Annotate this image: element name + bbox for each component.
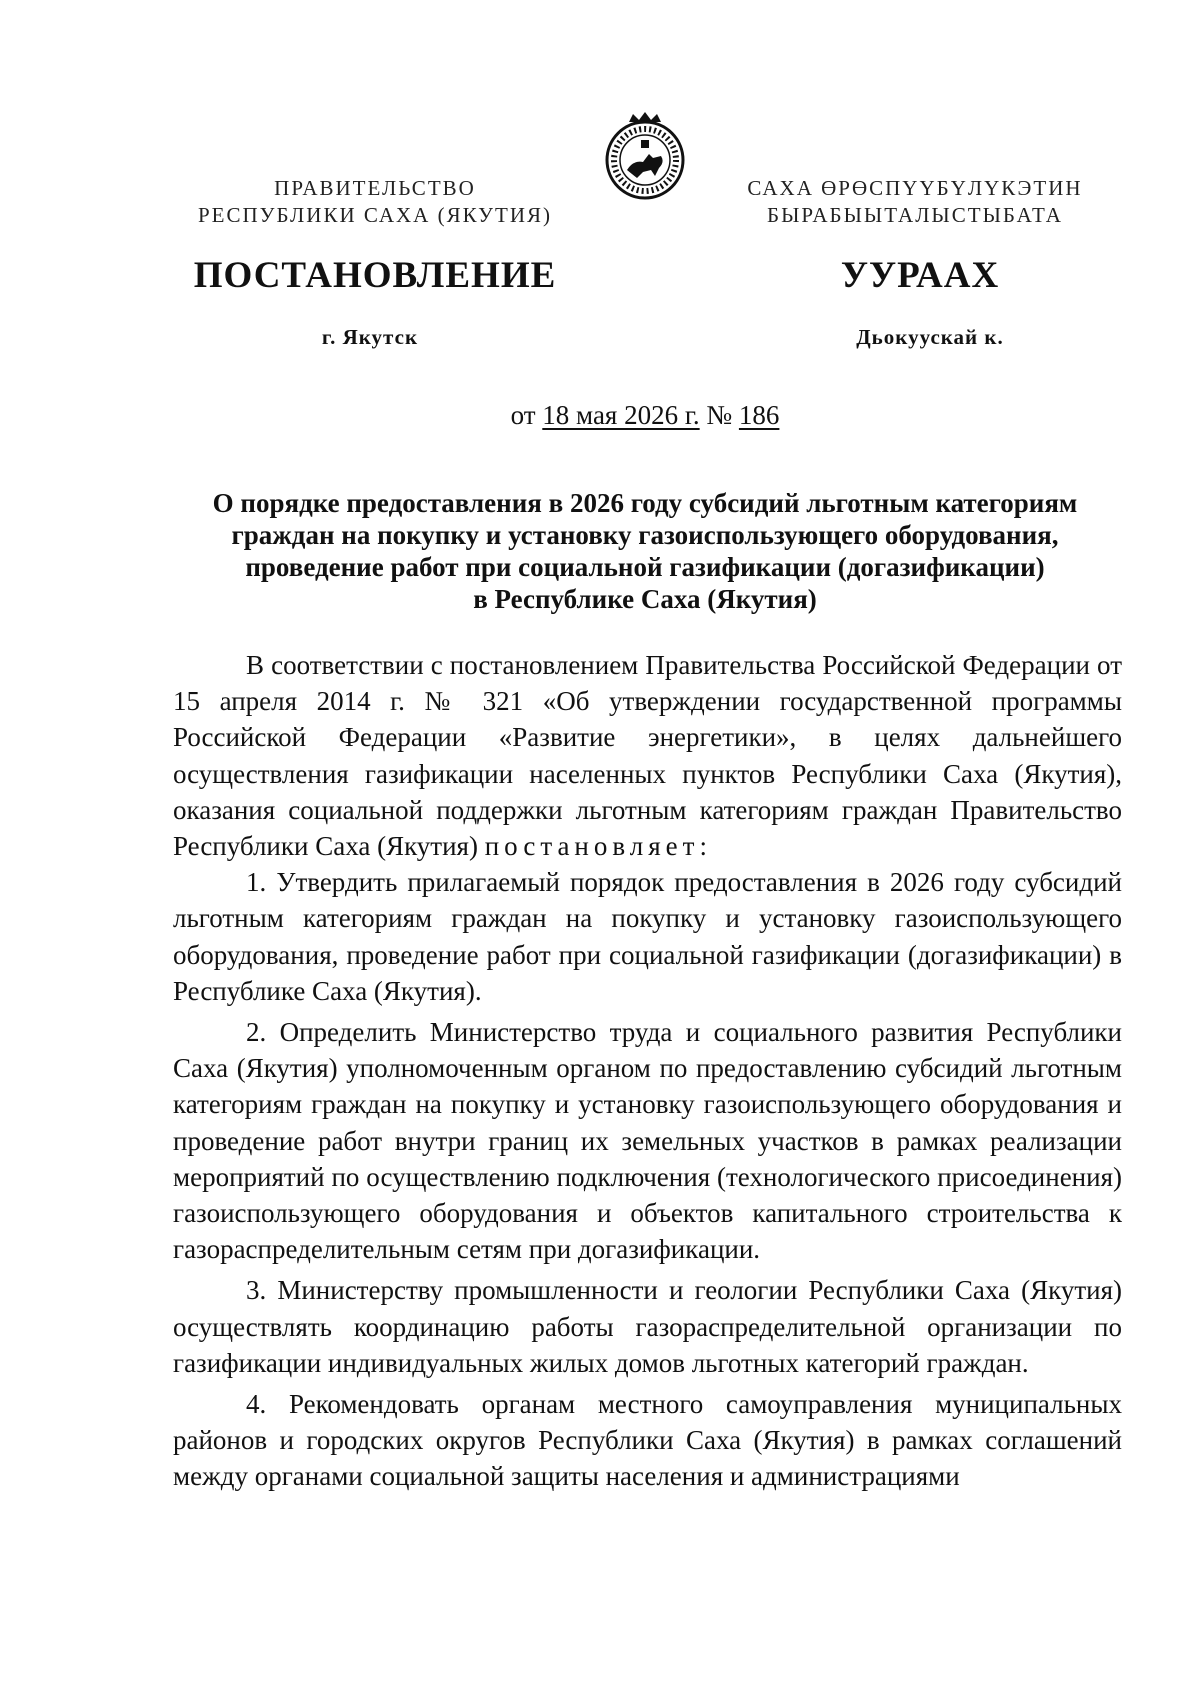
government-name-yakut <box>705 175 1125 229</box>
doc-type-russian: ПОСТАНОВЛЕНИЕ <box>193 255 557 296</box>
item-1-paragraph: 1. Утвердить прилагаемый порядок предоставления в 2026 году субсидий льготным категориям граждан на покупку и установку газоиспользующего оборудования, проведение работ при социальной газификации (догазификации) в Республике Саха (Якутия). <box>173 867 1122 1006</box>
subject-line: в Республике Саха (Якутия) <box>473 584 817 614</box>
item-4-paragraph: 4. Рекомендовать органам местного самоуправления муниципальных районов и городских округов Республики Саха (Якутия) в рамках соглашений между органами социальной защиты населения и администрациями <box>173 1389 1122 1492</box>
government-name-line1: ПРАВИТЕЛЬСТВО <box>274 176 476 200</box>
government-name-line2: РЕСПУБЛИКИ САХА (ЯКУТИЯ) <box>197 203 553 227</box>
government-name-yakut-line2: БЫРАБЫЫТАЛЫСТЫБАТА <box>767 203 1063 227</box>
government-name-russian <box>165 175 585 229</box>
preamble-text: В соответствии с постановлением Правительства Российской Федерации от 15 апреля 2014 г. № 321 «Об утверждении государственной программы Российской Федерации «Развитие энергетики», в целях дальнейшего осуществления газификации населенных пунктов Республики Саха (Якутия), оказания социальной поддержки льготным категориям граждан Правительство Республики Саха (Якутия) <box>173 650 1122 862</box>
government-name-yakut-line1: САХА ӨРӨСПҮҮБҮЛҮКЭТИН <box>747 176 1083 200</box>
document-subject <box>170 487 1120 615</box>
city-yakut: Дьокуускай к. <box>856 325 1004 349</box>
doc-type-yakut: УУРААХ <box>840 255 1000 296</box>
subject-line: О порядке предоставления в 2026 году субсидий льготным категориям <box>212 488 1078 518</box>
document-date: 18 мая 2026 г. <box>542 400 700 430</box>
item-2-paragraph: 2. Определить Министерство труда и социального развития Республики Саха (Якутия) уполномоченным органом по предоставлению субсидий льготным категориям граждан на покупку и установку газоиспользующего оборудования и проведение работ внутри границ их земельных участков в рамках реализации мероприятий по осуществлению подключения (технологического присоединения) газоиспользующего оборудования и объектов капитального строительства к газораспределительным сетям при догазификации. <box>173 1017 1122 1265</box>
subject-line: граждан на покупку и установку газоиспользующего оборудования, <box>231 520 1059 550</box>
date-number-line <box>0 400 1200 431</box>
subject-line: проведение работ при социальной газификации (догазификации) <box>245 552 1045 582</box>
coat-of-arms-emblem-icon <box>603 110 687 202</box>
item-3-paragraph: 3. Министерству промышленности и геологии Республики Саха (Якутия) осуществлять координацию работы газораспределительной организации по газификации индивидуальных жилых домов льготных категорий граждан. <box>173 1275 1122 1378</box>
document-number: 186 <box>738 400 780 430</box>
preamble-paragraph <box>173 647 1122 864</box>
document-body <box>173 647 1122 1495</box>
decree-word: постановляет: <box>484 831 712 862</box>
city-russian: г. Якутск <box>321 325 419 349</box>
number-sign: № <box>706 400 733 430</box>
date-prefix: от <box>510 400 536 430</box>
